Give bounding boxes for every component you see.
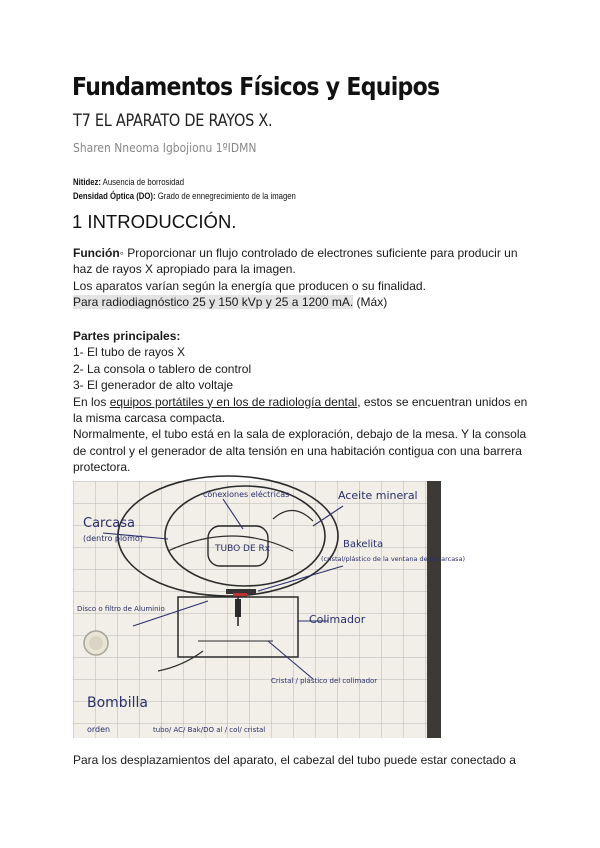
aparatos-line: Los aparatos varían según la energía que producen o su finalidad.: [73, 278, 426, 293]
desplazamientos-text: Para los desplazamientos del aparato, el cabezal del tubo puede estar conectado a: [73, 753, 516, 767]
portatil-pre: En los: [73, 394, 110, 409]
label-cristal-plastico: (cristal/plástico de la ventana de la carcasa): [321, 555, 466, 563]
section-heading: 1 INTRODUCCIÓN.: [72, 211, 237, 232]
note-densidad: [73, 191, 296, 201]
note-nitidez-term: Nitidez:: [73, 177, 101, 187]
partes-heading: Partes principales:: [73, 329, 181, 343]
document-subtitle: T7 EL APARATO DE RAYOS X.: [73, 111, 273, 131]
label-bakelita: Bakelita: [343, 539, 384, 550]
parte-3: 3- El generador de alto voltaje: [73, 378, 234, 393]
label-cristal-colimador: Cristal / plástico del colimador: [271, 677, 378, 685]
label-carcasa: Carcasa: [83, 516, 135, 531]
funcion-paragraph: [73, 245, 533, 278]
funcion-term: Función: [73, 246, 120, 260]
document-author: Sharen Nneoma Igbojionu 1ºIDMN: [73, 140, 257, 155]
portatil-post: , estos se encuentran unidos en la misma carcasa compacta.: [73, 394, 528, 426]
label-disco-filtro: Disco o filtro de Aluminio: [77, 605, 165, 613]
label-dentro-plomo: (dentro plomo): [83, 534, 143, 543]
parte-2: 2- La consola o tablero de control: [73, 361, 252, 376]
normalmente-paragraph: Normalmente, el tubo está en la sala de exploración, debajo de la mesa. Y la consola de control y el generador de alta tensión en una habitación contigua con una barrera protectora.: [73, 427, 527, 475]
note-nitidez: [73, 177, 184, 187]
parte-1: 1- El tubo de rayos X: [73, 345, 186, 360]
diagram-svg: [73, 481, 466, 738]
label-conexiones: conexiones eléctricas: [203, 490, 290, 499]
intro-block: [73, 245, 533, 311]
label-tubo: TUBO DE Rx: [215, 544, 271, 554]
note-densidad-def: Grado de ennegrecimiento de la imagen: [157, 191, 296, 201]
portatil-paragraph: [73, 394, 533, 427]
label-bombilla: Bombilla: [87, 695, 148, 711]
desplazamientos-paragraph: [73, 752, 533, 768]
note-nitidez-def: Ausencia de borrosidad: [102, 177, 185, 187]
handwritten-diagram-photo: [73, 481, 466, 738]
radiodiagnostico-highlight: Para radiodiagnóstico 25 y 150 kVp y 25 a 1200 mA.: [73, 295, 354, 310]
label-aceite: Aceite mineral: [338, 489, 418, 502]
label-colimador: Colimador: [309, 613, 366, 626]
note-densidad-term: Densidad Óptica (DO):: [73, 191, 156, 201]
partes-block: [73, 328, 533, 476]
label-footer: tubo/ AC/ Bak/DO al / col/ cristal: [153, 726, 266, 734]
radiodiagnostico-max: (Máx): [353, 295, 388, 310]
document-title: Fundamentos Físicos y Equipos: [72, 72, 440, 101]
label-footer-left: orden: [87, 725, 111, 734]
radiodiagnostico-line: [73, 294, 533, 310]
portatil-underlined: equipos portátiles y en los de radiología dental: [109, 394, 358, 409]
funcion-text: ◦ Proporcionar un flujo controlado de electrones suficiente para producir un haz de rayos X apropiado para la imagen.: [73, 246, 518, 277]
